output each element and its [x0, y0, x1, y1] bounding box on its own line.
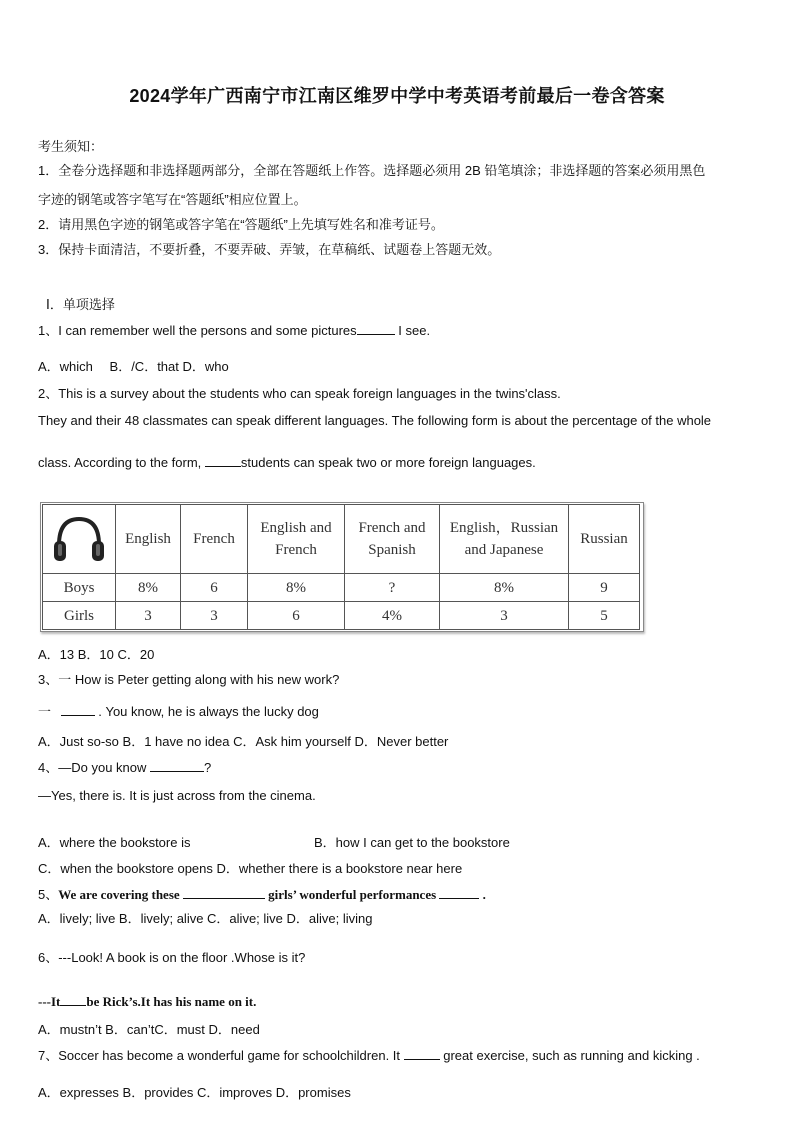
question-3-line-2-b: . You know, he is always the lucky dog — [94, 704, 319, 719]
question-3-line-2-a: 一 — [38, 704, 55, 719]
question-4-stem — [38, 757, 211, 776]
question-6-options: A．mustn’t B．can’tC．must D．need — [38, 1022, 260, 1037]
question-2-line-1: 2、This is a survey about the students who can speak foreign languages in the twins'class. — [38, 386, 561, 401]
question-5-stem-b: girls’ wonderful performances — [264, 887, 440, 902]
table-cell: 4% — [345, 602, 440, 630]
headphones-cell — [43, 505, 116, 574]
table-cell: 8% — [440, 574, 569, 602]
table-cell: 8% — [248, 574, 345, 602]
notice-item-2: 2．请用黑色字迹的钢笔或答字笔在“答题纸”上先填写姓名和准考证号。 — [38, 217, 444, 232]
question-2-line-3-b: students can speak two or more foreign languages. — [240, 455, 536, 470]
question-5-number: 5、 — [38, 887, 59, 902]
question-3-line-2 — [38, 701, 319, 720]
header-english-russian-japanese: English，Russian and Japanese — [440, 505, 569, 574]
question-6-line-2-b: be Rick’s.It has his name on it. — [86, 994, 257, 1009]
question-7-stem-a: 7、Soccer has become a wonderful game for schoolchildren. It — [38, 1048, 404, 1063]
answer-blank — [205, 454, 241, 467]
question-7-options: A．expresses B．provides C．improves D．promises — [38, 1085, 351, 1100]
question-2-line-3-a: class. According to the form, — [38, 455, 205, 470]
table-row — [43, 602, 640, 630]
question-2-line-3 — [38, 454, 536, 470]
header-english-and-french: English and French — [248, 505, 345, 574]
header-english: English — [116, 505, 181, 574]
headphones-icon — [49, 511, 109, 567]
answer-blank — [404, 1047, 440, 1060]
question-1-stem-a: 1、I can remember well the persons and some pictures — [38, 323, 357, 338]
question-4-stem-b: ? — [204, 760, 212, 775]
survey-table — [40, 502, 644, 632]
question-4-option-b: B．how I can get to the bookstore — [314, 835, 510, 850]
answer-blank — [61, 703, 95, 716]
question-5-options: A．lively; live B．lively; alive C．alive; live D．alive; living — [38, 911, 373, 926]
question-7-stem-b: great exercise, such as running and kicking . — [439, 1048, 700, 1063]
answer-blank — [439, 886, 479, 899]
answer-blank — [357, 322, 395, 335]
question-6-stem: 6、---Look! A book is on the floor .Whose is it? — [38, 950, 306, 965]
row-label: Girls — [43, 602, 116, 630]
table-cell: 6 — [248, 602, 345, 630]
question-4-line-2: —Yes, there is. It is just across from the cinema. — [38, 788, 316, 803]
question-5-stem-c: . — [479, 887, 486, 902]
table-cell: 3 — [181, 602, 248, 630]
question-1-options: A．which B．/C．that D．who — [38, 359, 229, 374]
answer-blank — [183, 886, 265, 899]
table-cell: 8% — [116, 574, 181, 602]
question-6-line-2 — [38, 993, 256, 1010]
notice-item-1-line-2: 字迹的钢笔或答字笔写在“答题纸”相应位置上。 — [38, 192, 307, 207]
header-russian: Russian — [569, 505, 640, 574]
question-1-stem-b: I see. — [394, 323, 431, 338]
notice-item-3: 3．保持卡面清洁，不要折叠，不要弄破、弄皱，在草稿纸、试题卷上答题无效。 — [38, 242, 501, 257]
notice-heading: 考生须知： — [38, 139, 104, 154]
notice-item-1-line-1: 1．全卷分选择题和非选择题两部分，全部在答题纸上作答。选择题必须用 2B 铅笔填涂；非选择题的答案必须用黑色 — [38, 163, 706, 178]
question-3-options: A．Just so-so B．1 have no idea C．Ask him yourself D．Never better — [38, 734, 449, 749]
table-cell: 3 — [440, 602, 569, 630]
question-4-options-cd: C．when the bookstore opens D．whether there is a bookstore near here — [38, 861, 463, 876]
header-french: French — [181, 505, 248, 574]
answer-blank — [150, 759, 204, 772]
question-7-stem — [38, 1045, 700, 1064]
page-title: 2024学年广西南宁市江南区维罗中学中考英语考前最后一卷含答案 — [129, 86, 665, 106]
table-cell: ? — [345, 574, 440, 602]
question-3-stem: 3、一 How is Peter getting along with his new work? — [38, 672, 340, 687]
question-2-options: A．13 B．10 C．20 — [38, 647, 155, 662]
question-5-stem-a: We are covering these — [58, 887, 183, 902]
answer-blank — [60, 993, 86, 1006]
table-cell: 9 — [569, 574, 640, 602]
question-5-stem — [38, 884, 486, 903]
question-6-line-2-a: ---It — [38, 994, 61, 1009]
question-2-line-2: They and their 48 classmates can speak different languages. The following form is about the percentage of the whole — [38, 413, 712, 428]
question-4-stem-a: 4、—Do you know — [38, 760, 150, 775]
row-label: Boys — [43, 574, 116, 602]
table-cell: 3 — [116, 602, 181, 630]
section-heading: Ⅰ．单项选择 — [46, 297, 115, 312]
table-row — [43, 574, 640, 602]
header-french-and-spanish: French and Spanish — [345, 505, 440, 574]
table-cell: 5 — [569, 602, 640, 630]
question-4-option-a: A．where the bookstore is — [38, 835, 191, 850]
table-cell: 6 — [181, 574, 248, 602]
question-1 — [38, 320, 430, 339]
